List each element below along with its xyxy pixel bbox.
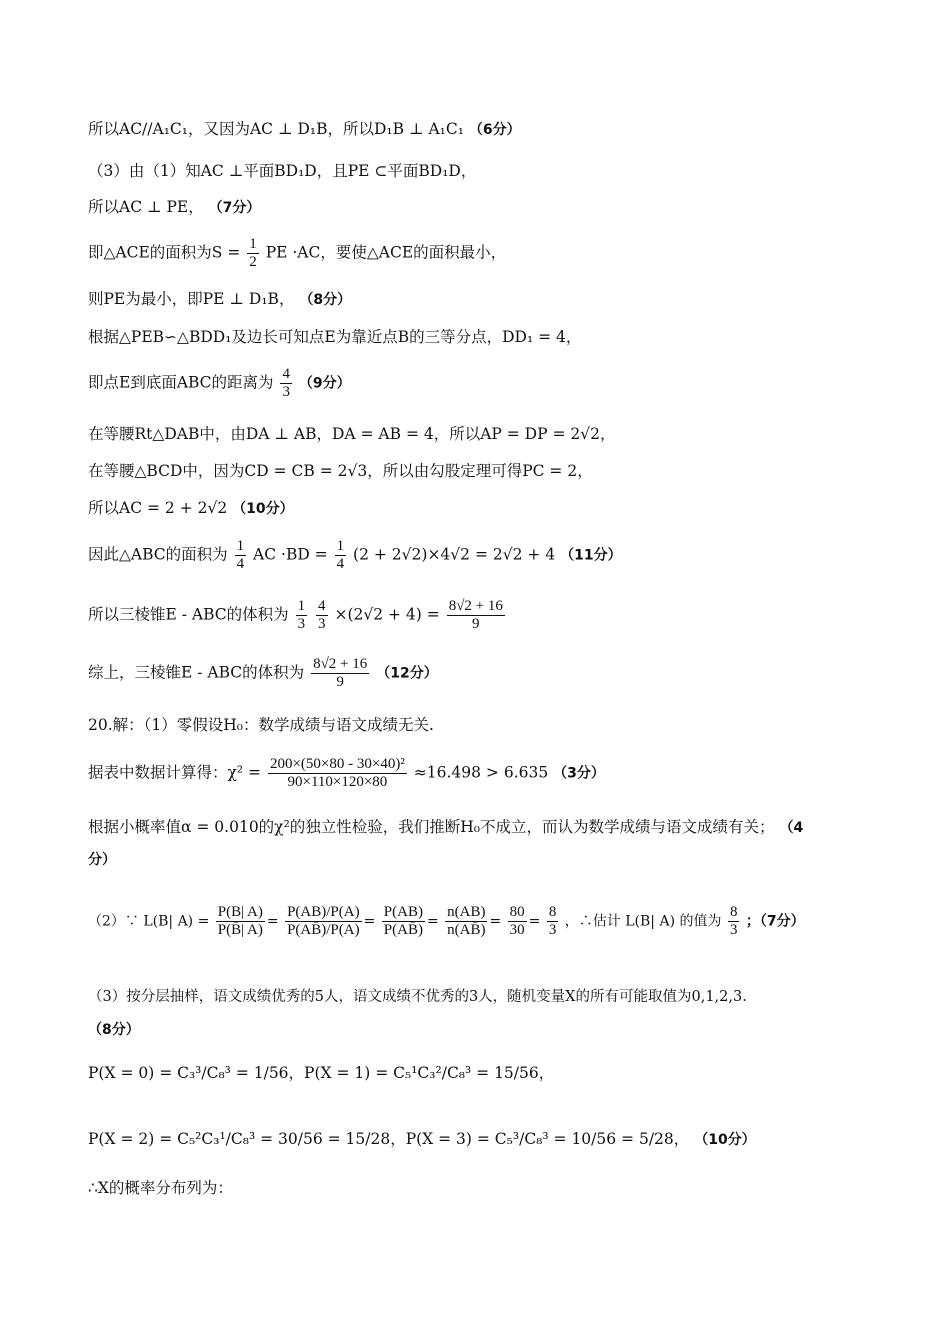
score-10b: （10分）: [694, 1132, 756, 1148]
line-2-text: （3）由（1）知AC ⊥平面BD₁D，且PE ⊂平面BD₁D，: [88, 162, 477, 180]
line-8: [88, 423, 910, 445]
fraction-cond-6: $\frac{8}{3}$: [548, 904, 557, 938]
line-8-text: 在等腰Rt△DAB中，由DA ⊥ AB，DA = AB = 4，所以AP = DP = 2√2，: [88, 425, 616, 443]
line-4-pre: 即△ACE的面积为S =: [88, 243, 241, 262]
line-11-pre: 因此△ABC的面积为: [88, 545, 228, 564]
line-10-text: 所以AC = 2 + 2√2: [88, 499, 228, 517]
line-9: [88, 460, 910, 482]
fraction-quarter-b: $\frac{1}{4}$: [336, 538, 345, 572]
line-21: [88, 1177, 910, 1199]
fraction-one-third: $\frac{1}{3}$: [297, 598, 306, 632]
score-10: （10分）: [232, 501, 294, 517]
line-17: （2）∵ L(B| A) = $\frac{P(B| A)}{P(B̄| A)}$ = $\frac{P(AB)/P(A)}{P(AB̄)/P(A)}$ = $\frac{P(AB)}{P(AB̄)}$ = $\frac{n(AB)}{n(AB̄)}$ = $\frac{80}{30}$ = $\frac{8}{3}$ ，∴估计 L(B| A) 的值为 $\frac{8}{3}$ ；（7分）: [88, 904, 805, 938]
line-2: [88, 160, 910, 182]
line-15: [88, 756, 910, 791]
line-21-text: ∴X的概率分布列为：: [88, 1179, 233, 1197]
score-9: （9分）: [298, 375, 351, 392]
line-12: [88, 598, 910, 633]
line-4-post: PE ·AC，要使△ACE的面积最小，: [265, 243, 507, 262]
fraction-chi-square: $\frac{\text{200×(50×80 - 30×40)²}}{90\times 110\times 120\times 80}$: [269, 756, 405, 790]
line-16: [88, 816, 910, 839]
fraction-volume-a: $\frac{8√2 + 16}{9}$: [448, 598, 503, 632]
line-19-text: P(X = 0) = C₃³/C₈³ = 1/56，P(X = 1) = C₅¹C₃²/C₈³ = 15/56，: [88, 1064, 555, 1082]
fraction-cond-1: $\frac{P(B| A)}{P(B̄| A)}$: [217, 904, 263, 938]
fraction-quarter-a: $\frac{1}{4}$: [236, 538, 245, 572]
score-4b: 分）: [88, 852, 116, 868]
line-20-text: P(X = 2) = C₅²C₃¹/C₈³ = 30/56 = 15/28，P(X = 3) = C₅³/C₈³ = 10/56 = 5/28，: [88, 1130, 690, 1148]
line-7-text: 即点E到底面ABC的距离为: [88, 373, 274, 392]
line-20: [88, 1128, 910, 1151]
fraction-cond-2: $\frac{P(AB)/P(A)}{P(AB̄)/P(A)}$: [287, 904, 360, 938]
volume-product: ×(2√2 + 4) =: [334, 605, 440, 624]
line-15-pre: 据表中数据计算得：χ² =: [88, 763, 262, 782]
line-14-text: 20.解：（1）零假设H₀：数学成绩与语文成绩无关.: [88, 716, 434, 734]
line-17-pre: （2）∵ L(B| A) =: [88, 913, 210, 930]
score-6: （6分）: [468, 122, 521, 138]
line-16-text: 根据小概率值α = 0.010的χ²的独立性检验，我们推断H₀不成立，而认为数学成绩与语文成绩有关；: [88, 818, 775, 836]
line-17-mid: ，∴估计 L(B| A) 的值为: [564, 913, 722, 930]
line-11: [88, 538, 910, 573]
fraction-estimate: $\frac{8}{3}$: [729, 904, 738, 938]
line-12-pre: 所以三棱锥E - ABC的体积为: [88, 605, 289, 624]
line-11-post: AC ·BD =: [253, 545, 328, 564]
line-6-text: 根据△PEB∽△BDD₁及边长可知点E为靠近点B的三等分点，DD₁ = 4，: [88, 328, 582, 346]
score-12: （12分）: [376, 665, 438, 682]
line-11-tail: (2 + 2√2)×4√2 = 2√2 + 4: [353, 545, 556, 564]
line-13: [88, 656, 910, 691]
fraction-cond-5: $\frac{80}{30}$: [509, 904, 525, 938]
line-15-post: ≈16.498 > 6.635: [413, 763, 549, 782]
score-7b: ；（7分）: [745, 913, 805, 930]
score-3: （3分）: [553, 765, 605, 782]
line-13-pre: 综上，三棱锥E - ABC的体积为: [88, 663, 305, 682]
fraction-volume-b: $\frac{8√2 + 16}{9}$: [313, 656, 368, 690]
line-9-text: 在等腰△BCD中，因为CD = CB = 2√3，所以由勾股定理可得PC = 2，: [88, 462, 593, 480]
line-10: [88, 497, 910, 520]
line-18: [88, 986, 910, 1008]
line-7: [88, 366, 910, 401]
score-4a: （4: [779, 820, 804, 836]
line-4: [88, 236, 910, 271]
score-11: （11分）: [560, 547, 622, 564]
line-1: [88, 118, 910, 141]
fraction-cond-3: $\frac{P(AB)}{P(AB̄)}$: [383, 904, 423, 938]
fraction-cond-4: $\frac{n(AB)}{n(AB̄)}$: [447, 904, 486, 938]
line-5: [88, 288, 910, 311]
line-6: [88, 326, 910, 348]
line-3-text: 所以AC ⊥ PE，: [88, 198, 204, 216]
score-8: （8分）: [299, 292, 352, 308]
fraction-distance: $\frac{4}{3}$: [282, 366, 290, 400]
score-8b: （8分）: [88, 1022, 140, 1038]
line-18-text: （3）按分层抽样，语文成绩优秀的5人，语文成绩不优秀的3人，随机变量X的所有可能取值为0,1,2,3.: [88, 989, 747, 1005]
line-3: [88, 196, 910, 219]
line-19: [88, 1062, 910, 1084]
line-14: [88, 714, 910, 736]
line-5-text: 则PE为最小，即PE ⊥ D₁B，: [88, 290, 295, 308]
line-16b: [88, 848, 910, 871]
line-1-text: 所以AC//A₁C₁，又因为AC ⊥ D₁B，所以D₁B ⊥ A₁C₁: [88, 120, 464, 138]
fraction-four-thirds: $\frac{4}{3}$: [318, 598, 326, 632]
line-18b: [88, 1018, 910, 1041]
fraction-one-half: $\frac{1}{2}$: [249, 236, 257, 270]
score-7: （7分）: [208, 200, 261, 216]
